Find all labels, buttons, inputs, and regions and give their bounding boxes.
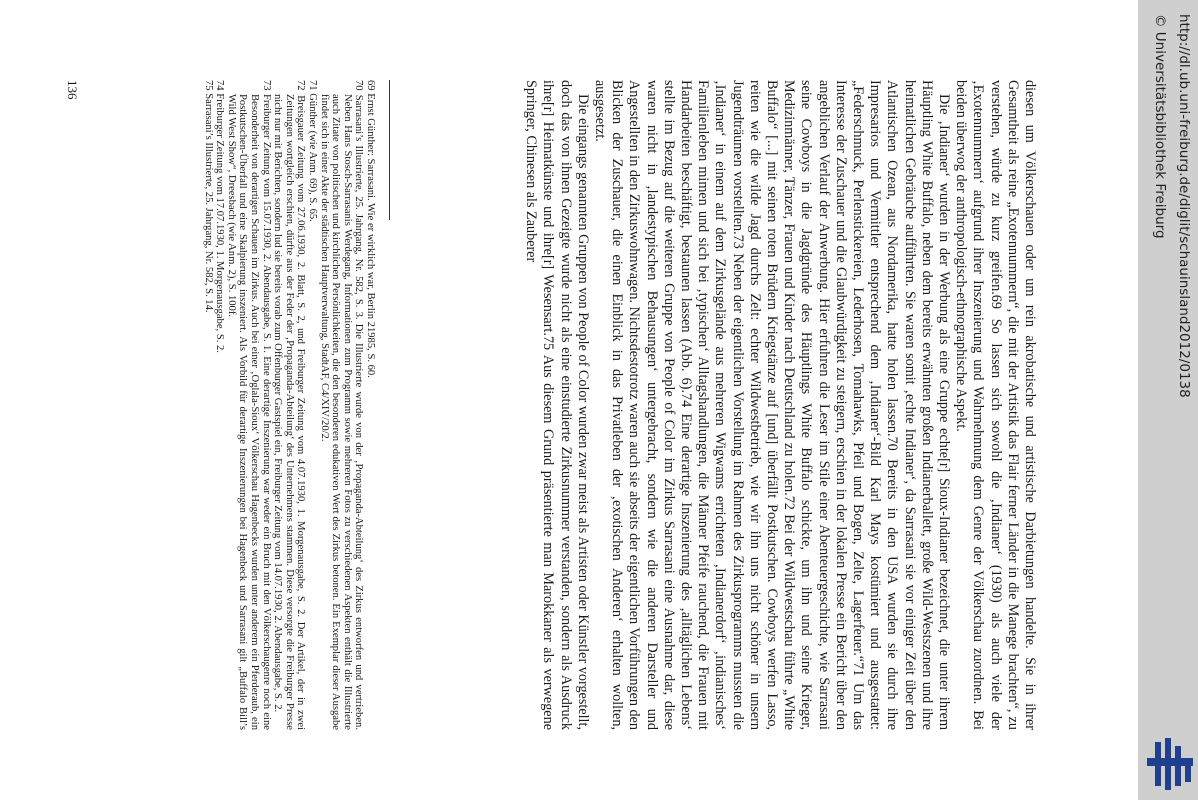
footnote-75: 75 Sarrasani’s Illustrierte, 25. Jahrgang, Nr. 582, S. 14. [202, 80, 214, 313]
footnotes [202, 80, 376, 730]
footnote-73: 73 Freiburger Zeitung vom 15.07.1930, 2. Abendausgabe, S. 1. Eine derartige Inszenierung war weder ein Bruch mit den Völkerschaugenre noch eine Besonderheit von derartigen Schauen im Zirkus. Auch bei einer ‚Oglala-Sioux‘ Völkerschau Hagenbecks wurden unter anderem ein Pferderaub, ein Postkutschen-Überfall und eine Skalpierung inszeniert. Als Vorbild für derartige Inszenierungen bei Hagenbeck und Sarrasani gilt „Buffalo Bill’s Wild West Show“, Dreesbach (wie Anm. 2), S. 100f. [225, 80, 272, 730]
sidebar-rotated-text [1138, 0, 1198, 800]
footnote-70: 70 Sarrasani’s Illustrierte, 25. Jahrgang, Nr. 582, S. 3. Die Illustrierte wurde von der ‚Propaganda-Abteilung‘ des Zirkus entworfen und vertrieben. Neben Hans Stosch-Sarrasanis Werdegang, Informationen zum Programm sowie mehreren Fotos zu verschiedenen Aspekten enthält die Illustrierte auch Zitate von politischen und kirchlichen Persönlichkeiten, die den besonderen edukativen Wert des Zirkus betonen. Ein Exemplar dieser Ausgabe findet sich in einer Akte der städtischen Hauptverwaltung, StadtAF, C4/XIV/20/2. [318, 80, 365, 730]
permalink-url[interactable]: http://dl.ub.uni-freiburg.de/diglit/schauinsland2012/0138 [1176, 14, 1192, 398]
paragraph-2: Die ‚Indianer‘ wurden in der Werbung als eine Gruppe echte[r] Sioux-Indianer bezeichnet, die unter ihrem Häuptling White Buffalo, neben dem bereits erwähnten großen Indianerballett, große Wild-Westszenen und ihre heimatlichen Gebräuche aufführten. Sie waren somit ‚echte Indianer‘, da Sarrasani sie vor einiger Zeit über den Atlantischen Ozean, aus Nordamerika, hatte holen lassen.70 Bereits in den USA wurden sie durch ihre Impresarios und Vermittler entsprechend dem ‚Indianer‘-Bild Karl Mays kostümiert und ausgestattet: „Federschmuck, Perlenstickereien, Lederhosen, Tomahawks, Pfeil und Bogen, Zelte, Lagerfeuer.“71 Um das Interesse der Zuschauer und die Glaubwürdigkeit zu steigern, erschien in der lokalen Presse ein Bericht über den angeblichen Verlauf der Anwerbung. Hier erfuhren die Leser im Stile einer Abenteuergeschichte, wie Sarrasani seine Cowboys in die Jagdgründe des Häuptlings White Buffalo schickte, um ihn und seine Krieger, Medizinmänner, Tänzer, Frauen und Kinder nach Deutschland zu holen.72 Bei der Wildwestschau führte „White Buffalo“ [...] mit seinen roten Brüdern Kriegstänze auf [und] überfällt Postkutschen. Cowboys werfen Lasso, reiten wie die wilde Jagd durchs Zelt: echter Wildwestbetrieb, wie wir ihn uns nicht schöner in unsern Jugendträumen vorstellten.73 Neben der eigentlichen Vorstellung im Rahmen des Zirkusprogramms mussten die ‚Indianer‘ in einem auf dem Zirkusgelände aus mehreren Wigwams errichteten ‚Indianerdorf‘ ‚indianisches‘ Familienleben mimen und sich bei ‚typischen‘ Alltagshandlungen, die Männer Pfeife rauchend, die Frauen mit Handarbeiten beschäftigt, bestaunen lassen (Abb. 6).74 Eine derartige Inszenierung des ‚alltäglichen Lebens‘ stellte im Bezug auf die weiteren Gruppe von People of Color im Zirkus Sarrasani eine Ausnahme dar, diese waren nicht in ‚landestypischen Behausungen‘ untergebracht, sondern wie die anderen Darsteller und Angestellten in den Zirkuswohnwagen. Nichtsdestotrotz waren auch sie abseits der eigentlichen Vorführungen den Blicken der Zuschauer, die einen Einblick in das Privatleben der ‚exotischen Anderen‘ erhalten wollten, ausgesetzt. [591, 80, 952, 730]
footnote-74: 74 Freiburger Zeitung vom 17.07.1930, 1. Morgenausgabe, S. 2. [214, 80, 226, 353]
ub-freiburg-logo-icon [1145, 736, 1195, 792]
paragraph-3: Die eingangs genannten Gruppen von People of Color wurden zwar meist als Artisten oder Künstler vorgestellt, doch das von ihnen Gezeigte wurde nicht als eine einstudierte Zirkusnummer verstanden, sondern als Ausdruck ihre[r] Heimatkünste und ihre[r] Wesensart.75 Aus diesem Grund präsentierte man Marokkaner als verwegene Springer, Chinesen als Zauberer [523, 80, 591, 730]
page-number: 136 [65, 80, 80, 100]
copyright-notice: © Universitätsbibliothek Freiburg [1152, 14, 1168, 239]
paragraph-1: diesen um Völkerschauen oder um rein akrobatische und artistische Darbietungen handelte. Sie in ihrer Gesamtheit als reine „Exotennummern“, die mit der Artistik das Flair ferner Länder in die Manege brachten“, zu verstehen, würde zu kurz greifen.69 So lassen sich sowohl die ‚Indianer‘ (1930) als auch viele der ‚Exotennummern‘ aufgrund ihrer Inszenierung und Wahrnehmung dem Genre der Völkerschau zuordnen. Bei beiden überwog der anthropologisch-ethnographische Aspekt. [953, 80, 1038, 730]
footnote-divider [389, 80, 390, 220]
footnote-69: 69 Ernst Günther: Sarrasani. Wie er wirklich war, Berlin 21985, S. 60. [365, 80, 376, 378]
footnote-72: 72 Breisgauer Zeitung vom 27.06.1930, 2. Blatt, S. 2, und Freiburger Zeitung vom 4.07.1930, 1. Morgenausgabe, S. 2. Der Artikel, der in zwei Zeitungen wortgleich erschien, dürfte aus der Feder der ‚Propaganda-Abteilung‘ des Unternehmens stammen. Diese versorgte die Freiburger Presse nicht nur mit Berichten, sondern lud sie bereits vorab zum Offenburger Gastspiel ein, Freiburger Zeitung vom 14.07.1930, 2. Abendausgabe, S. 2. [272, 80, 307, 730]
body-text [522, 80, 1038, 730]
library-sidebar [1138, 0, 1198, 800]
footnote-71: 71 Günther (wie Anm. 69), S. 65. [307, 80, 319, 222]
